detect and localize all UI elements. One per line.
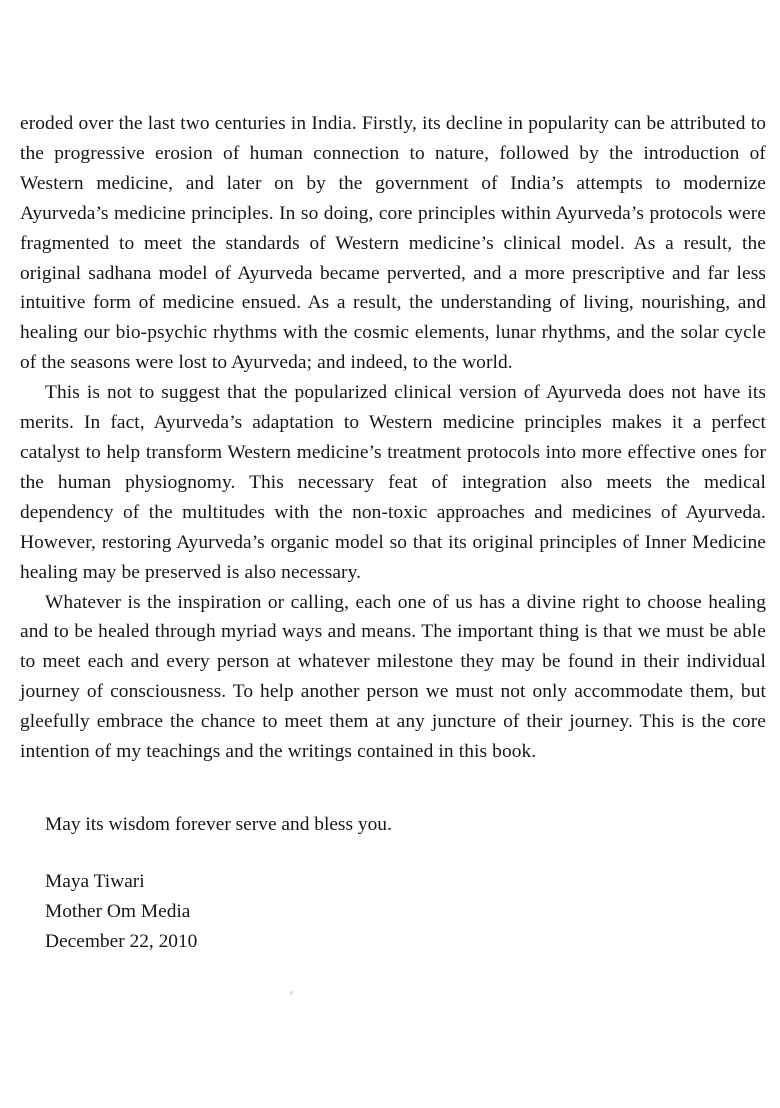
signature-block — [20, 867, 766, 957]
paragraph-clinical-version: This is not to suggest that the popularized clinical version of Ayurveda does not have its merits. In fact, Ayurveda’s adaptation to Western medicine principles makes it a perfect catalyst to help transform Western medicine’s treatment protocols into more effective ones for the human physiognomy. This necessary feat of integration also meets the medical dependency of the multitudes with the non-toxic approaches and medicines of Ayurveda. However, restoring Ayurveda’s organic model so that its original principles of Inner Medicine healing may be preserved is also necessary. — [20, 382, 766, 583]
spacer-before-signature — [20, 840, 766, 867]
text-column — [20, 109, 766, 957]
paragraph-inspiration: Whatever is the inspiration or calling, each one of us has a divine right to choose healing and to be healed through myriad ways and means. The important thing is that we must be able to meet each and every person at whatever milestone they may be found in their individual journey of consciousness. To help another person we must not only accommodate them, but gleefully embrace the chance to meet them at any juncture of their journey. This is the core intention of my teachings and the writings contained in this book. — [20, 591, 766, 763]
signature-author: Maya Tiwari — [45, 870, 145, 892]
signature-publisher: Mother Om Media — [45, 900, 191, 922]
spacer-before-closing — [20, 767, 766, 810]
signature-date: December 22, 2010 — [45, 930, 198, 952]
paragraph-continued: eroded over the last two centuries in India. Firstly, its decline in popularity can be attributed to the progressive erosion of human connection to nature, followed by the introduction of Western medicine, and later on by the government of India’s attempts to modernize Ayurveda’s medicine principles. In so doing, core principles within Ayurveda’s protocols were fragmented to meet the standards of Western medicine’s clinical model. As a result, the original sadhana model of Ayurveda became perverted, and a more prescriptive and far less intuitive form of medicine ensued. As a result, the understanding of living, nourishing, and healing our bio-psychic rhythms with the cosmic elements, lunar rhythms, and the solar cycle of the seasons were lost to Ayurveda; and indeed, to the world. — [20, 113, 766, 374]
closing-blessing-line: May its wisdom forever serve and bless you. — [45, 813, 392, 835]
scan-artifact — [290, 991, 293, 995]
